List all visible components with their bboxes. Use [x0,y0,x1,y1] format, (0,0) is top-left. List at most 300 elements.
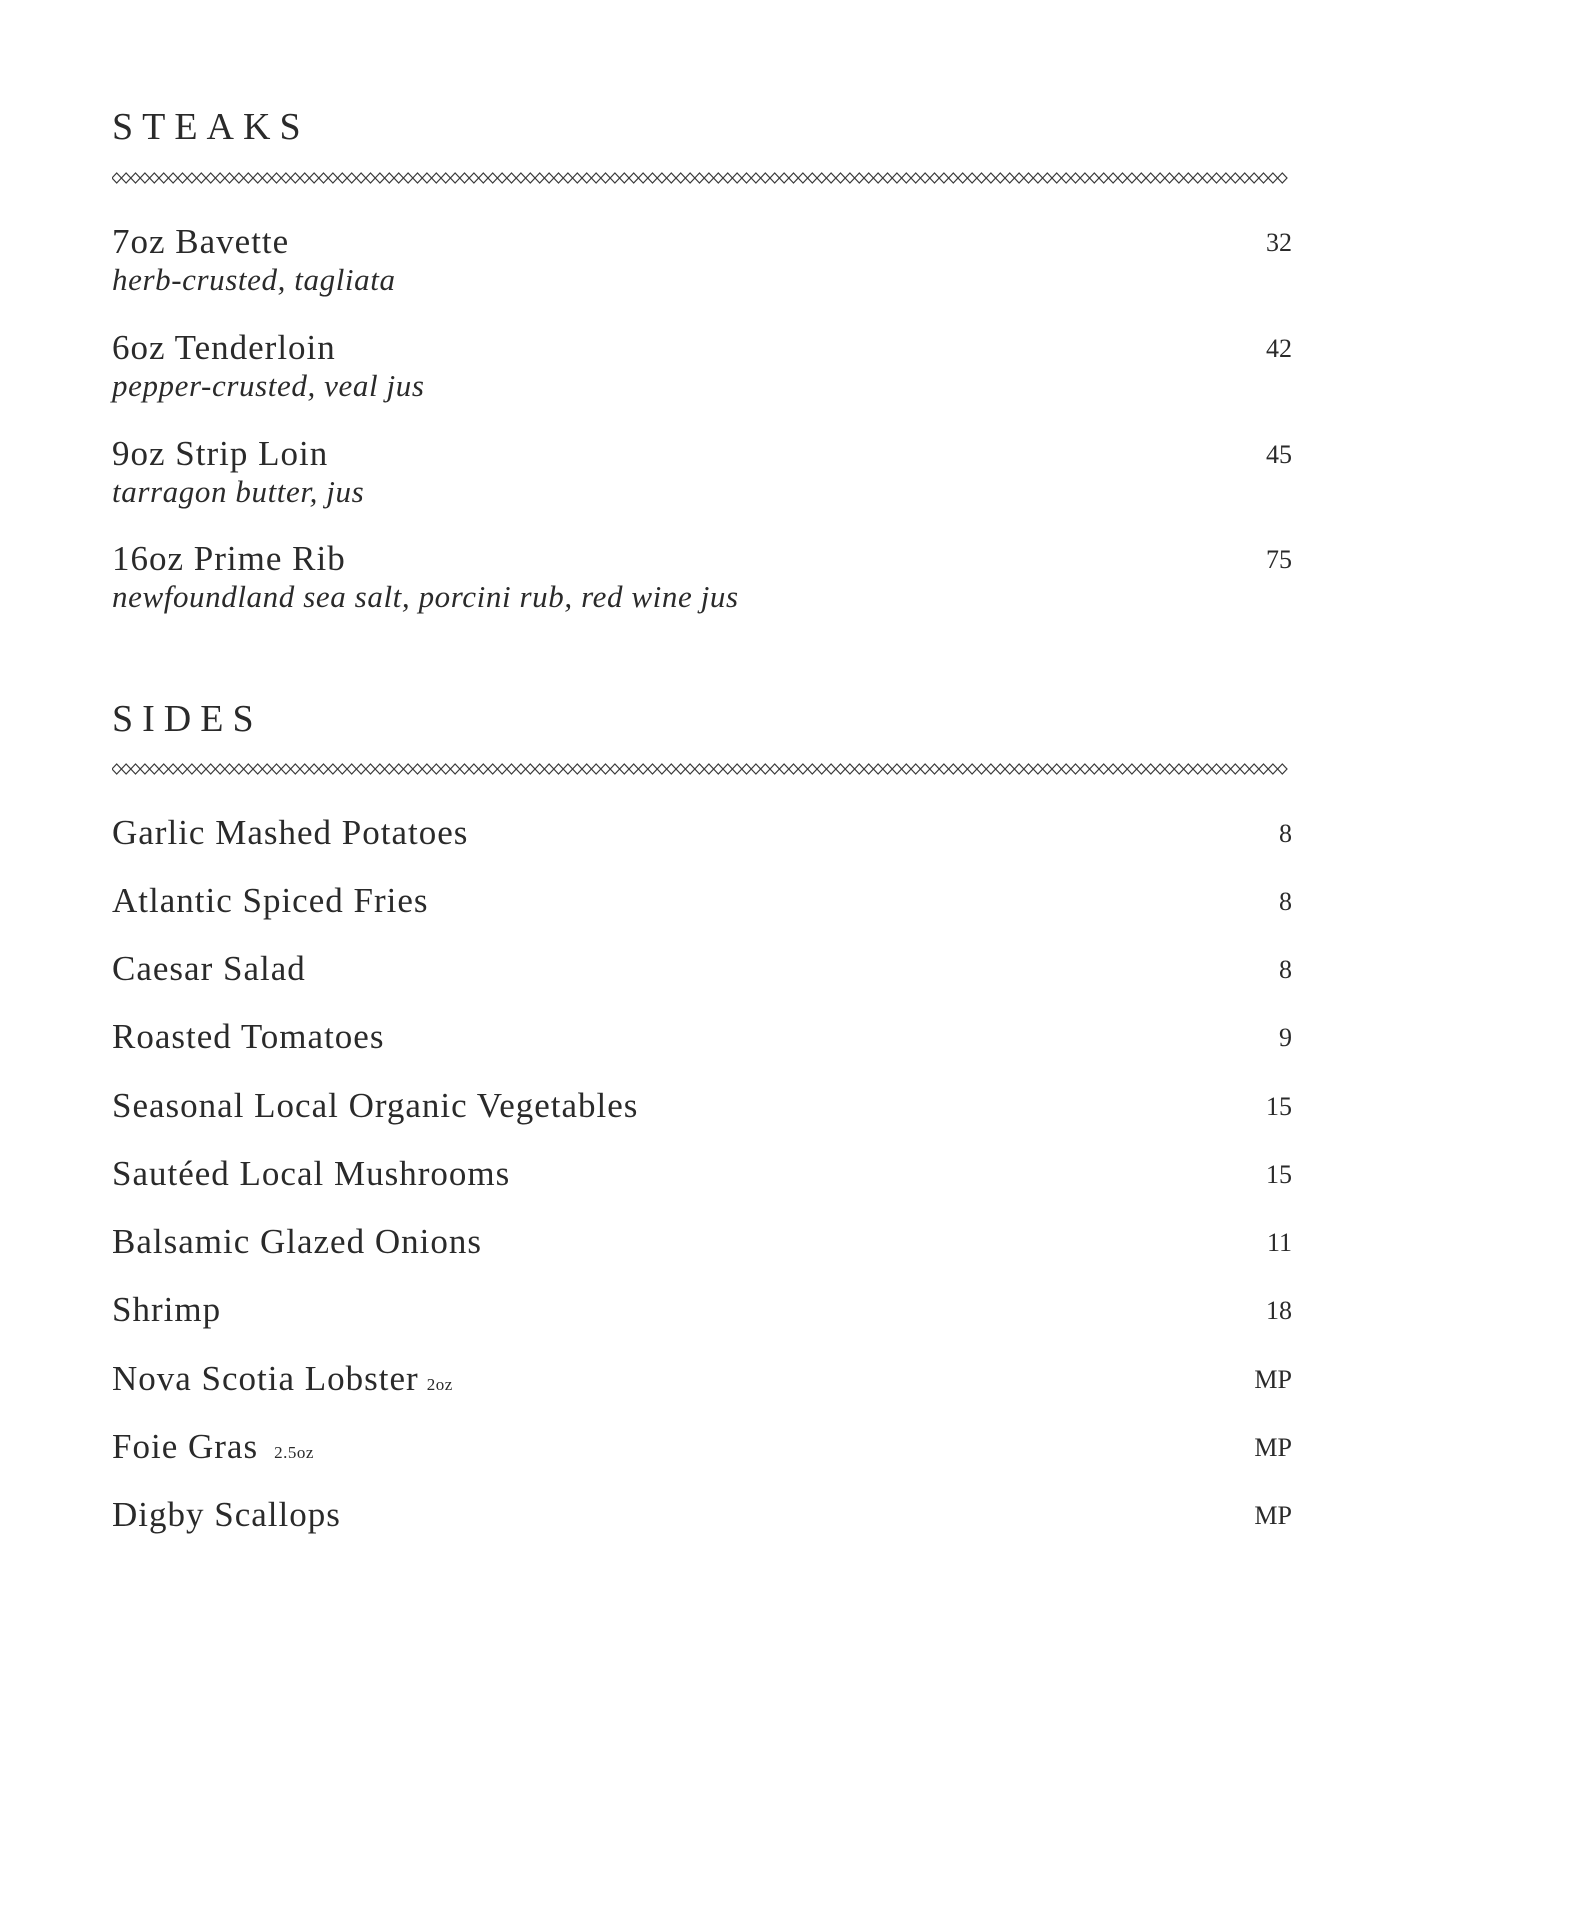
divider-diamond [497,173,506,183]
divider-diamond [761,764,770,774]
divider-diamond [883,173,892,183]
item-price: MP [1254,1433,1292,1462]
divider-diamond [469,173,478,183]
divider-diamond [1165,764,1174,774]
divider-diamond [1118,764,1127,774]
divider-diamond [610,764,619,774]
divider-diamond [206,764,215,774]
side-item-lobster [112,1361,1292,1396]
divider-diamond [620,173,629,183]
divider-diamond [413,764,422,774]
side-item-atlantic-spiced-fries [112,883,1292,918]
item-price: 11 [1266,1228,1292,1257]
divider-diamond [638,173,647,183]
divider-diamond [1259,764,1268,774]
divider-diamond [291,764,300,774]
divider-diamond [253,764,262,774]
divider-diamond [234,173,243,183]
side-item-roasted-tomatoes [112,1019,1292,1054]
item-description: pepper-crusted, veal jus [112,368,425,403]
divider-diamond [1127,173,1136,183]
divider-diamond [375,764,384,774]
divider-diamond [817,764,826,774]
divider-diamond [1231,764,1240,774]
divider-diamond [855,173,864,183]
divider-diamond [262,764,271,774]
divider-diamond [1259,173,1268,183]
divider-diamond [366,764,375,774]
divider-diamond [883,764,892,774]
divider-diamond [413,173,422,183]
divider-diamond [356,764,365,774]
divider-diamond [1014,764,1023,774]
item-price: 15 [1266,1092,1292,1121]
divider-diamond [967,764,976,774]
divider-diamond [723,173,732,183]
divider-diamond [770,173,779,183]
divider-diamond [1061,764,1070,774]
item-portion-note: 2oz [426,1375,453,1394]
divider-diamond [732,764,741,774]
divider-diamond [911,173,920,183]
item-name: Caesar Salad [112,949,306,988]
divider-diamond [244,764,253,774]
steaks-section-title: STEAKS [112,106,310,148]
sides-section-title: SIDES [112,698,263,740]
divider-diamond [347,764,356,774]
divider-diamond [168,764,177,774]
side-item-digby-scallops [112,1497,1292,1532]
item-price: 8 [1279,955,1292,984]
divider-diamond [573,764,582,774]
divider-diamond [432,173,441,183]
item-name: Atlantic Spiced Fries [112,881,429,920]
divider-diamond [281,764,290,774]
divider-diamond [1249,173,1258,183]
divider-diamond [1061,173,1070,183]
divider-diamond [1137,764,1146,774]
divider-diamond [930,173,939,183]
item-price: 8 [1279,819,1292,848]
divider-diamond [845,173,854,183]
divider-diamond [1155,173,1164,183]
item-description: newfoundland sea salt, porcini rub, red wine jus [112,579,739,614]
divider-diamond [356,173,365,183]
divider-diamond [1184,173,1193,183]
divider-diamond [808,173,817,183]
divider-diamond [648,764,657,774]
divider-diamond [1212,173,1221,183]
divider-diamond [168,173,177,183]
divider-diamond [328,764,337,774]
item-name: 9oz Strip Loin [112,434,329,473]
item-price: MP [1254,1501,1292,1530]
divider-diamond [1071,173,1080,183]
divider-diamond [112,173,121,183]
divider-diamond [798,173,807,183]
divider-diamond [1193,173,1202,183]
side-item-caesar-salad [112,951,1292,986]
divider-diamond [225,173,234,183]
divider-diamond [150,173,159,183]
divider-diamond [554,173,563,183]
divider-diamond [845,764,854,774]
divider-diamond [1005,173,1014,183]
divider-diamond [826,764,835,774]
divider-diamond [892,764,901,774]
item-name-text: Nova Scotia Lobster [112,1359,419,1398]
divider-diamond [131,173,140,183]
divider-diamond [714,173,723,183]
item-price: 42 [1266,334,1292,363]
side-item-garlic-mashed-potatoes [112,815,1292,850]
divider-diamond [309,764,318,774]
divider-diamond [479,764,488,774]
divider-diamond [215,173,224,183]
divider-diamond [1071,764,1080,774]
item-price: MP [1254,1365,1292,1394]
divider-diamond [563,764,572,774]
divider-diamond [497,764,506,774]
divider-diamond [1212,764,1221,774]
menu-item-bavette [112,224,1292,295]
divider-diamond [563,173,572,183]
divider-diamond [902,764,911,774]
divider-diamond [582,764,591,774]
divider-diamond [939,173,948,183]
divider-diamond [873,764,882,774]
divider-diamond [1090,173,1099,183]
divider-diamond [939,764,948,774]
divider-diamond [685,764,694,774]
divider-diamond [225,764,234,774]
divider-diamond [770,764,779,774]
divider-diamond [1033,764,1042,774]
side-item-balsamic-onions [112,1224,1292,1259]
divider-diamond [864,173,873,183]
divider-diamond [864,764,873,774]
item-description: herb-crusted, tagliata [112,262,396,297]
divider-diamond [1155,764,1164,774]
divider-diamond [1108,173,1117,183]
item-price: 8 [1279,887,1292,916]
divider-diamond [140,764,149,774]
item-price: 32 [1266,228,1292,257]
divider-diamond [1043,764,1052,774]
divider-diamond [826,173,835,183]
divider-diamond [1268,764,1277,774]
divider-diamond [582,173,591,183]
divider-diamond [526,764,535,774]
divider-diamond [817,173,826,183]
divider-diamond [836,173,845,183]
divider-diamond [244,173,253,183]
divider-diamond [996,173,1005,183]
divider-diamond [667,173,676,183]
divider-diamond [441,173,450,183]
divider-diamond [319,173,328,183]
divider-diamond [685,173,694,183]
divider-diamond [855,764,864,774]
divider-diamond [1005,764,1014,774]
divider-diamond [808,764,817,774]
divider-diamond [1052,764,1061,774]
divider-diamond [742,173,751,183]
divider-diamond [620,764,629,774]
divider-diamond [601,173,610,183]
divider-diamond [949,173,958,183]
divider-diamond [648,173,657,183]
divider-diamond [836,764,845,774]
item-price: 18 [1266,1296,1292,1325]
divider-diamond [150,764,159,774]
divider-diamond [732,173,741,183]
divider-diamond [591,764,600,774]
divider-diamond [450,173,459,183]
item-description: tarragon butter, jus [112,474,365,509]
divider-diamond [319,764,328,774]
divider-diamond [676,764,685,774]
divider-diamond [1024,764,1033,774]
divider-diamond [667,764,676,774]
divider-diamond [479,173,488,183]
divider-diamond [112,764,121,774]
divider-diamond [1231,173,1240,183]
divider-diamond [930,764,939,774]
divider-diamond [977,764,986,774]
item-price: 9 [1279,1023,1292,1052]
divider-diamond [601,764,610,774]
divider-diamond [742,764,751,774]
item-price: 75 [1266,545,1292,574]
divider-diamond [1146,764,1155,774]
divider-diamond [159,764,168,774]
divider-diamond [920,173,929,183]
item-name [112,1429,1292,1464]
divider-diamond [629,764,638,774]
divider-diamond [422,764,431,774]
item-name: 7oz Bavette [112,222,290,261]
divider-diamond [1043,173,1052,183]
item-name [112,1361,1292,1396]
divider-diamond [507,764,516,774]
divider-diamond [704,764,713,774]
divider-diamond [262,173,271,183]
divider-diamond [215,764,224,774]
divider-diamond [1108,764,1117,774]
divider-diamond [1137,173,1146,183]
divider-diamond [751,764,760,774]
divider-diamond [610,173,619,183]
divider-diamond [1118,173,1127,183]
divider-diamond [958,173,967,183]
divider-diamond [403,764,412,774]
item-name: 6oz Tenderloin [112,328,336,367]
divider-diamond [986,764,995,774]
divider-diamond [1033,173,1042,183]
divider-diamond [516,764,525,774]
divider-diamond [206,173,215,183]
divider-diamond [121,764,130,774]
divider-diamond [347,173,356,183]
divider-diamond [338,173,347,183]
divider-diamond [1268,173,1277,183]
divider-diamond [1240,173,1249,183]
divider-diamond [873,173,882,183]
item-name: Shrimp [112,1290,222,1329]
divider-diamond [385,764,394,774]
divider-diamond [488,764,497,774]
divider-diamond [394,764,403,774]
item-name: Digby Scallops [112,1495,341,1534]
menu-item-prime-rib [112,541,1292,612]
divider-diamond [375,173,384,183]
divider-diamond [488,173,497,183]
side-item-foie-gras [112,1429,1292,1464]
divider-diamond [300,173,309,183]
sides-diamond-divider [112,763,1292,775]
divider-diamond [159,173,168,183]
divider-diamond [197,173,206,183]
divider-diamond [789,764,798,774]
divider-diamond [714,764,723,774]
divider-diamond [657,764,666,774]
item-name-text: Foie Gras [112,1427,259,1466]
divider-diamond [535,764,544,774]
side-item-sauteed-mushrooms [112,1156,1292,1191]
divider-diamond [131,764,140,774]
side-item-shrimp [112,1292,1292,1327]
divider-diamond [441,764,450,774]
divider-diamond [1080,764,1089,774]
divider-diamond [1221,173,1230,183]
divider-diamond [1278,173,1287,183]
item-price: 45 [1266,440,1292,469]
divider-diamond [544,173,553,183]
divider-diamond [272,173,281,183]
divider-diamond [554,764,563,774]
divider-diamond [1165,173,1174,183]
divider-diamond [591,173,600,183]
divider-diamond [544,764,553,774]
divider-diamond [1278,764,1287,774]
divider-diamond [535,173,544,183]
divider-diamond [761,173,770,183]
divider-diamond [469,764,478,774]
divider-diamond [902,173,911,183]
divider-diamond [657,173,666,183]
divider-diamond [187,173,196,183]
divider-diamond [234,764,243,774]
divider-diamond [1146,173,1155,183]
divider-diamond [422,173,431,183]
menu-item-tenderloin [112,330,1292,401]
divider-diamond [967,173,976,183]
divider-diamond [281,173,290,183]
divider-diamond [1080,173,1089,183]
item-name: Balsamic Glazed Onions [112,1222,482,1261]
divider-diamond [300,764,309,774]
divider-diamond [676,173,685,183]
divider-diamond [996,764,1005,774]
divider-diamond [1127,764,1136,774]
item-name: Garlic Mashed Potatoes [112,813,469,852]
divider-diamond [338,764,347,774]
divider-diamond [197,764,206,774]
item-name: 16oz Prime Rib [112,539,346,578]
divider-diamond [1099,173,1108,183]
divider-diamond [779,764,788,774]
divider-diamond [272,764,281,774]
divider-diamond [789,173,798,183]
divider-diamond [629,173,638,183]
steaks-diamond-divider [112,172,1292,184]
divider-diamond [309,173,318,183]
divider-diamond [1174,764,1183,774]
divider-diamond [385,173,394,183]
divider-diamond [798,764,807,774]
divider-diamond [394,173,403,183]
divider-diamond [1184,764,1193,774]
divider-diamond [1024,173,1033,183]
divider-diamond [1193,764,1202,774]
divider-diamond [949,764,958,774]
divider-diamond [958,764,967,774]
divider-diamond [460,764,469,774]
divider-diamond [638,764,647,774]
divider-diamond [779,173,788,183]
divider-diamond [403,173,412,183]
side-item-seasonal-vegetables [112,1088,1292,1123]
divider-diamond [1202,173,1211,183]
divider-diamond [140,173,149,183]
divider-diamond [253,173,262,183]
divider-diamond [986,173,995,183]
divider-diamond [526,173,535,183]
divider-diamond [723,764,732,774]
item-portion-note: 2.5oz [274,1443,314,1462]
menu-item-strip-loin [112,436,1292,507]
divider-diamond [187,764,196,774]
divider-diamond [704,173,713,183]
item-name: Seasonal Local Organic Vegetables [112,1086,639,1125]
divider-diamond [1052,173,1061,183]
divider-diamond [573,173,582,183]
divider-diamond [920,764,929,774]
divider-diamond [977,173,986,183]
divider-diamond [291,173,300,183]
divider-diamond [1249,764,1258,774]
divider-diamond [1099,764,1108,774]
item-price: 15 [1266,1160,1292,1189]
divider-diamond [1090,764,1099,774]
divider-diamond [1202,764,1211,774]
divider-diamond [1174,173,1183,183]
divider-diamond [516,173,525,183]
divider-diamond [507,173,516,183]
divider-diamond [121,173,130,183]
divider-diamond [892,173,901,183]
item-name: Sautéed Local Mushrooms [112,1154,511,1193]
divider-diamond [695,764,704,774]
item-name: Roasted Tomatoes [112,1017,385,1056]
divider-diamond [432,764,441,774]
divider-diamond [328,173,337,183]
divider-diamond [366,173,375,183]
divider-diamond [460,173,469,183]
divider-diamond [751,173,760,183]
divider-diamond [178,173,187,183]
